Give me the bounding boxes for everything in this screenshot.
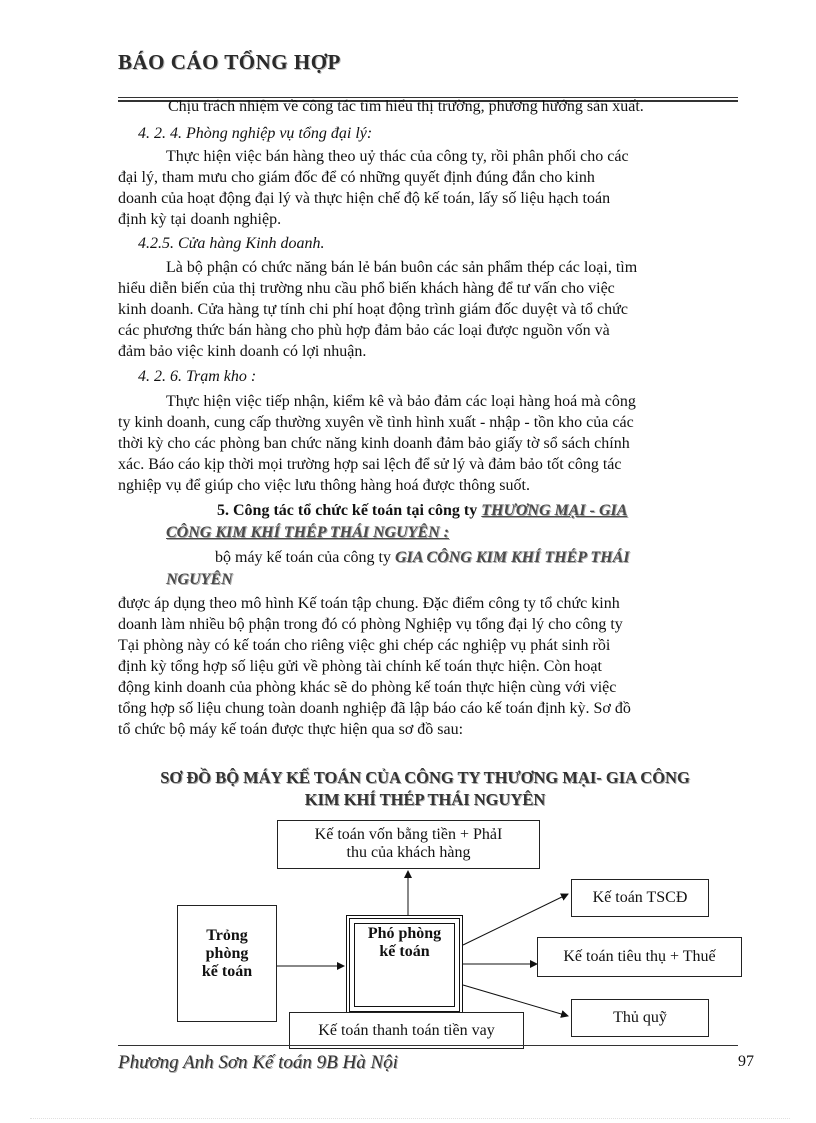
paragraph-line: doanh của hoạt động đại lý và thực hiện chế độ kế toán, lấy số liệu hạch toán xyxy=(118,190,611,207)
paragraph-line: Thực hiện việc tiếp nhận, kiểm kê và bảo đảm các loại hàng hoá mà công xyxy=(166,393,636,410)
box-label: Trỏng xyxy=(206,927,248,944)
paragraph-line: đảm bảo việc kinh doanh có lợi nhuận. xyxy=(118,343,367,360)
box-chief-accountant xyxy=(177,905,277,1022)
box-label: Kế toán TSCĐ xyxy=(592,889,688,906)
box-label: Phó phòng xyxy=(367,925,442,942)
paragraph-line: được áp dụng theo mô hình Kế toán tập chung. Đặc điểm công ty tổ chức kinh xyxy=(118,595,620,612)
paragraph-line: kinh doanh. Cửa hàng tự tính chi phí hoạt động trình giám đốc duyệt và tổ chức xyxy=(118,301,628,318)
box-fixed-assets-accounting xyxy=(571,879,709,917)
paragraph-line: động kinh doanh của phòng khác sẽ do phòng kế toán thực hiện cùng với việc xyxy=(118,679,617,696)
box-label: Kế toán thanh toán tiền vay xyxy=(318,1022,495,1039)
company-name-emphasis: THƯƠNG MẠI - GIA xyxy=(481,502,628,519)
diagram-title: SƠ ĐỒ BỘ MÁY KẾ TOÁN CỦA CÔNG TY THƯƠNG MẠI- GIA CÔNG xyxy=(160,768,690,787)
paragraph-line: đại lý, tham mưu cho giám đốc để có những quyết định đúng đắn cho kinh xyxy=(118,169,595,186)
paragraph-line: nghiệp vụ để giúp cho việc lưu thông hàng hoá được thông suốt. xyxy=(118,477,530,494)
company-name-emphasis: CÔNG KIM KHÍ THÉP THÁI NGUYÊN : xyxy=(166,524,449,541)
box-label: kế toán xyxy=(201,963,253,980)
page-number: 97 xyxy=(738,1053,754,1070)
paragraph-line: tổ chức bộ máy kế toán được thực hiện qua sơ đồ sau: xyxy=(118,721,464,738)
paragraph-line: định kỳ tổng hợp số liệu gửi về phòng tài chính kế toán thực hiện. Còn hoạt xyxy=(118,658,602,675)
section-heading-4-2-6: 4. 2. 6. Trạm kho : xyxy=(138,368,257,385)
paragraph-line: các phương thức bán hàng cho phù hợp đảm bảo các loại được nguồn vốn và xyxy=(118,322,610,339)
paragraph-line: Tại phòng này có kế toán cho riêng việc ghi chép các nghiệp vụ phát sinh rồi xyxy=(118,637,611,654)
box-label: phòng xyxy=(205,945,249,962)
company-name-emphasis: NGUYÊN xyxy=(166,571,233,588)
paragraph-line: Là bộ phận có chức năng bán lẻ bán buôn các sản phẩm thép các loại, tìm xyxy=(166,259,638,276)
box-loan-payment-accounting xyxy=(289,1012,524,1049)
box-deputy-accountant xyxy=(346,915,463,1015)
box-sales-tax-accounting xyxy=(537,937,742,977)
box-label: Kế toán vốn bằng tiền + PhảI xyxy=(314,826,503,843)
paragraph-line: hiểu diễn biến của thị trường nhu cầu phổ biến khách hàng để tư vấn cho việc xyxy=(118,280,615,297)
paragraph-line: doanh làm nhiều bộ phận trong đó có phòng Nghiệp vụ tổng đại lý cho công ty xyxy=(118,616,623,633)
box-cash-receivables-accounting xyxy=(277,820,540,869)
footer-author: Phương Anh Sơn Kế toán 9B Hà Nội xyxy=(118,1052,398,1073)
diagram-title: KIM KHÍ THÉP THÁI NGUYÊN xyxy=(304,790,546,809)
paragraph-line: tổng hợp số liệu chung toàn doanh nghiệp đã lập báo cáo kế toán định kỳ. Sơ đồ xyxy=(118,700,631,717)
paragraph-line: ty kinh doanh, cung cấp thường xuyên về tình hình xuất - nhập - tồn kho của các xyxy=(118,414,634,431)
box-label: kế toán xyxy=(379,943,430,960)
paragraph-line: xác. Báo cáo kịp thời mọi trường hợp sai lệch để sử lý và đảm bảo tốt công tác xyxy=(118,456,622,473)
box-cashier xyxy=(571,999,709,1037)
box-label: thu của khách hàng xyxy=(346,844,471,861)
company-name-emphasis: GIA CÔNG KIM KHÍ THÉP THÁI xyxy=(394,549,630,566)
paragraph-text: bộ máy kế toán của công ty xyxy=(215,549,395,566)
paragraph-line: Chịu trách nhiệm về công tác tìm hiểu thị trường, phương hướng sản xuất. xyxy=(168,98,644,115)
footer-rule xyxy=(118,1045,738,1046)
report-title: BÁO CÁO TỔNG HỢP xyxy=(118,50,341,74)
box-label: Kế toán tiêu thụ + Thuế xyxy=(563,948,716,965)
paragraph-line: Thực hiện việc bán hàng theo uỷ thác của công ty, rồi phân phối cho các xyxy=(166,148,629,165)
page-edge-divider xyxy=(30,1118,790,1119)
section-5-heading-text: 5. Công tác tổ chức kế toán tại công ty xyxy=(217,502,482,519)
section-heading-4-2-4: 4. 2. 4. Phòng nghiệp vụ tổng đại lý: xyxy=(138,125,373,142)
paragraph-line: định kỳ tại doanh nghiệp. xyxy=(118,211,282,228)
section-heading-4-2-5: 4.2.5. Cửa hàng Kinh doanh. xyxy=(138,235,325,252)
box-label: Thủ quỹ xyxy=(613,1009,667,1026)
paragraph-line: thời kỳ cho các phòng ban chức năng kinh doanh đảm bảo giấy tờ sổ sách chính xyxy=(118,435,630,452)
